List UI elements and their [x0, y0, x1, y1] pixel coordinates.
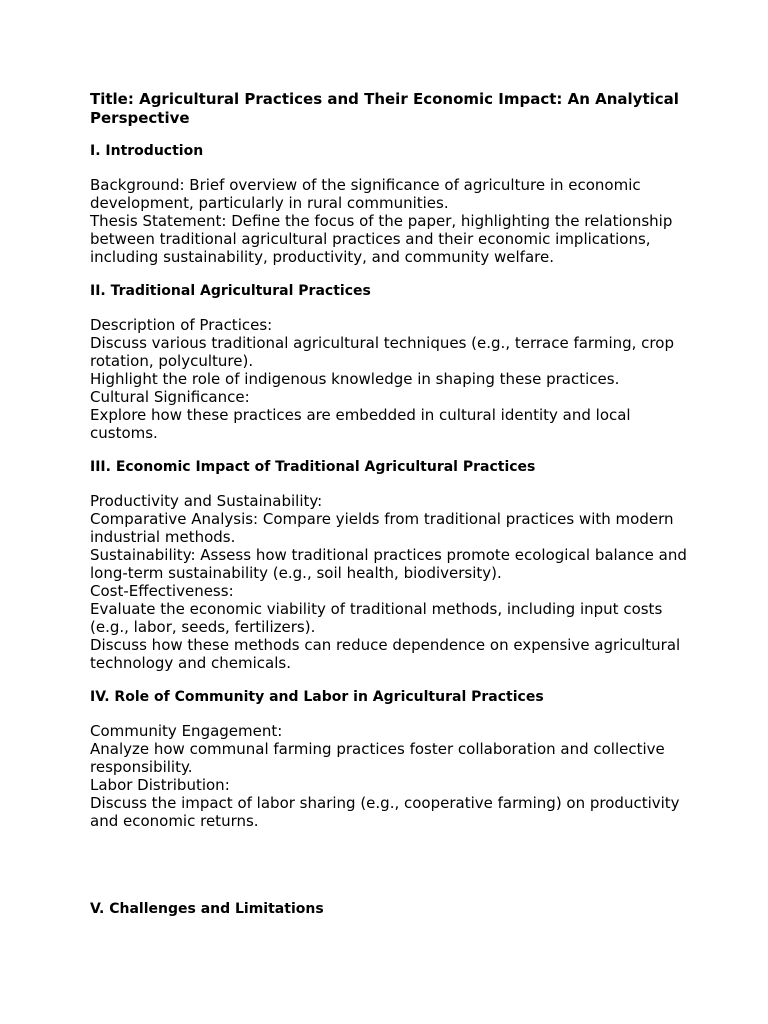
- text-line: Discuss various traditional agricultural techniques (e.g., terrace farming, crop rotation, polyculture).: [90, 334, 674, 370]
- text-line: Analyze how communal farming practices foster collaboration and collective responsibility.: [90, 740, 665, 776]
- text-line: Productivity and Sustainability:: [90, 492, 323, 510]
- section-heading-community-labor: IV. Role of Community and Labor in Agricultural Practices: [90, 689, 544, 705]
- blank-space: [90, 846, 690, 900]
- text-line: Highlight the role of indigenous knowledge in shaping these practices.: [90, 370, 620, 388]
- text-line: Discuss the impact of labor sharing (e.g., cooperative farming) on productivity and economic returns.: [90, 794, 680, 830]
- text-line: Community Engagement:: [90, 722, 283, 740]
- section-body-traditional-practices: [90, 316, 690, 442]
- section-body-introduction: [90, 176, 690, 266]
- section-heading-challenges: V. Challenges and Limitations: [90, 901, 324, 917]
- text-line: Labor Distribution:: [90, 776, 230, 794]
- text-line: Description of Practices:: [90, 316, 273, 334]
- text-line: Cost-Effectiveness:: [90, 582, 234, 600]
- text-line: Cultural Significance:: [90, 388, 250, 406]
- text-line: Thesis Statement: Define the focus of the paper, highlighting the relationship between traditional agricultural practices and their economic implications, including sustainability, productivity, and community welfare.: [90, 212, 673, 266]
- section-body-community-labor: [90, 722, 690, 830]
- text-line: Comparative Analysis: Compare yields from traditional practices with modern industrial methods.: [90, 510, 674, 546]
- section-heading-economic-impact: III. Economic Impact of Traditional Agricultural Practices: [90, 459, 536, 475]
- section-body-economic-impact: [90, 492, 690, 672]
- text-line: Explore how these practices are embedded in cultural identity and local customs.: [90, 406, 631, 442]
- document-page: [90, 90, 690, 934]
- text-line: Background: Brief overview of the significance of agriculture in economic development, particularly in rural communities.: [90, 176, 641, 212]
- text-line: Sustainability: Assess how traditional practices promote ecological balance and long-term sustainability (e.g., soil health, biodiversity).: [90, 546, 687, 582]
- document-title: Title: Agricultural Practices and Their Economic Impact: An Analytical Perspective: [90, 90, 679, 127]
- section-heading-introduction: I. Introduction: [90, 143, 204, 159]
- text-line: Discuss how these methods can reduce dependence on expensive agricultural technology and chemicals.: [90, 636, 681, 672]
- text-line: Evaluate the economic viability of traditional methods, including input costs (e.g., labor, seeds, fertilizers).: [90, 600, 663, 636]
- section-heading-traditional-practices: II. Traditional Agricultural Practices: [90, 283, 371, 299]
